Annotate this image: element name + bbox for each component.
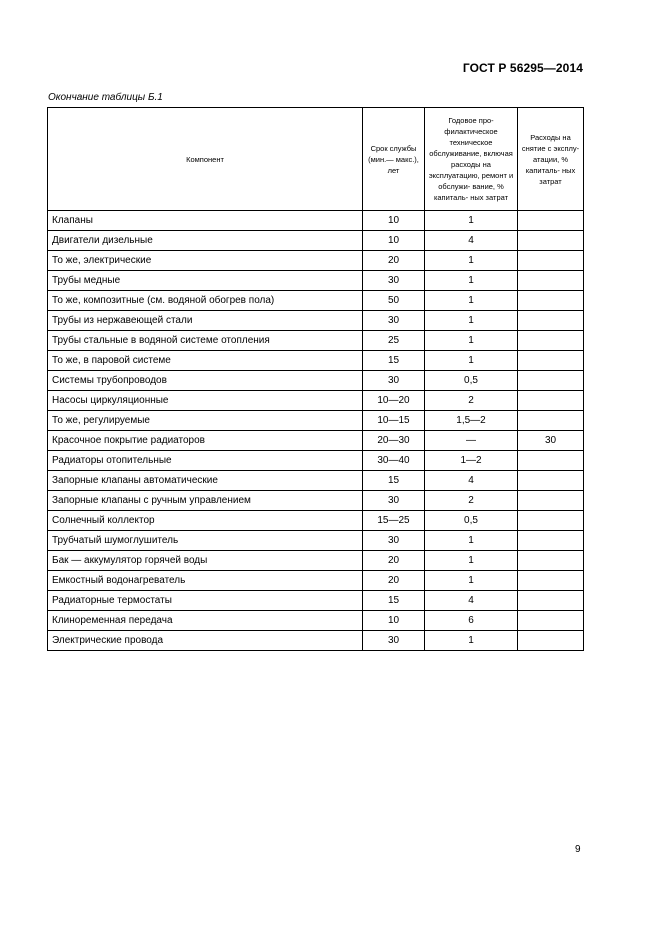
maintenance-cost-cell: 1	[425, 571, 518, 591]
table-row	[48, 291, 584, 311]
table-row	[48, 351, 584, 371]
decommissioning-cost-cell	[518, 491, 584, 511]
decommissioning-cost-cell: 30	[518, 431, 584, 451]
component-name-cell: Трубы стальные в водяной системе отопления	[48, 331, 363, 351]
maintenance-cost-cell: 1	[425, 251, 518, 271]
table-row	[48, 571, 584, 591]
table-row	[48, 551, 584, 571]
decommissioning-cost-cell	[518, 611, 584, 631]
header-row	[48, 108, 584, 211]
decommissioning-cost-cell	[518, 351, 584, 371]
table-caption: Окончание таблицы Б.1	[48, 92, 163, 103]
maintenance-cost-cell: 4	[425, 591, 518, 611]
col-header-decommissioning-cost: Расходы на снятие с эксплу- атации, % капиталь- ных затрат	[518, 108, 584, 211]
maintenance-cost-cell: 1	[425, 311, 518, 331]
maintenance-cost-cell: 1	[425, 271, 518, 291]
maintenance-cost-cell: 0,5	[425, 511, 518, 531]
decommissioning-cost-cell	[518, 511, 584, 531]
component-name-cell: Трубы медные	[48, 271, 363, 291]
service-life-cell: 25	[363, 331, 425, 351]
service-life-cell: 15—25	[363, 511, 425, 531]
component-name-cell: Клапаны	[48, 211, 363, 231]
service-life-cell: 30—40	[363, 451, 425, 471]
table-row	[48, 511, 584, 531]
table-header	[48, 108, 584, 211]
component-name-cell: То же, композитные (см. водяной обогрев пола)	[48, 291, 363, 311]
maintenance-cost-cell: 1	[425, 531, 518, 551]
table-row	[48, 411, 584, 431]
component-name-cell: То же, электрические	[48, 251, 363, 271]
maintenance-cost-cell: 4	[425, 231, 518, 251]
component-name-cell: Электрические провода	[48, 631, 363, 651]
decommissioning-cost-cell	[518, 391, 584, 411]
service-life-cell: 30	[363, 371, 425, 391]
component-name-cell: Радиаторы отопительные	[48, 451, 363, 471]
table-row	[48, 311, 584, 331]
table-body	[48, 211, 584, 651]
decommissioning-cost-cell	[518, 551, 584, 571]
decommissioning-cost-cell	[518, 331, 584, 351]
maintenance-cost-cell: 1	[425, 291, 518, 311]
maintenance-cost-cell: 1	[425, 211, 518, 231]
col-header-component: Компонент	[48, 108, 363, 211]
decommissioning-cost-cell	[518, 471, 584, 491]
maintenance-cost-cell: 1	[425, 631, 518, 651]
service-life-cell: 30	[363, 491, 425, 511]
service-life-cell: 10	[363, 611, 425, 631]
table-row	[48, 371, 584, 391]
decommissioning-cost-cell	[518, 571, 584, 591]
table-row	[48, 391, 584, 411]
service-life-cell: 30	[363, 271, 425, 291]
table-row	[48, 471, 584, 491]
service-life-cell: 10—20	[363, 391, 425, 411]
decommissioning-cost-cell	[518, 411, 584, 431]
table-row	[48, 611, 584, 631]
component-table	[47, 107, 584, 651]
maintenance-cost-cell: —	[425, 431, 518, 451]
service-life-cell: 15	[363, 471, 425, 491]
component-name-cell: Солнечный коллектор	[48, 511, 363, 531]
component-name-cell: Двигатели дизельные	[48, 231, 363, 251]
table-row	[48, 271, 584, 291]
table-row	[48, 231, 584, 251]
component-name-cell: Запорные клапаны с ручным управлением	[48, 491, 363, 511]
col-header-service-life: Срок службы (мин.— макс.), лет	[363, 108, 425, 211]
maintenance-cost-cell: 6	[425, 611, 518, 631]
decommissioning-cost-cell	[518, 531, 584, 551]
component-name-cell: Клиноременная передача	[48, 611, 363, 631]
table-row	[48, 631, 584, 651]
service-life-cell: 50	[363, 291, 425, 311]
maintenance-cost-cell: 1	[425, 331, 518, 351]
decommissioning-cost-cell	[518, 451, 584, 471]
component-name-cell: Трубы из нержавеющей стали	[48, 311, 363, 331]
decommissioning-cost-cell	[518, 211, 584, 231]
component-name-cell: Системы трубопроводов	[48, 371, 363, 391]
service-life-cell: 10	[363, 231, 425, 251]
service-life-cell: 20	[363, 251, 425, 271]
component-name-cell: Радиаторные термостаты	[48, 591, 363, 611]
component-name-cell: Красочное покрытие радиаторов	[48, 431, 363, 451]
table-row	[48, 331, 584, 351]
service-life-cell: 10—15	[363, 411, 425, 431]
component-name-cell: Трубчатый шумоглушитель	[48, 531, 363, 551]
table-row	[48, 591, 584, 611]
maintenance-cost-cell: 1,5—2	[425, 411, 518, 431]
page-number: 9	[575, 844, 581, 855]
decommissioning-cost-cell	[518, 271, 584, 291]
component-name-cell: Насосы циркуляционные	[48, 391, 363, 411]
component-name-cell: То же, в паровой системе	[48, 351, 363, 371]
table-row	[48, 211, 584, 231]
component-name-cell: Емкостный водонагреватель	[48, 571, 363, 591]
service-life-cell: 20	[363, 551, 425, 571]
service-life-cell: 15	[363, 591, 425, 611]
decommissioning-cost-cell	[518, 231, 584, 251]
component-name-cell: Запорные клапаны автоматические	[48, 471, 363, 491]
maintenance-cost-cell: 2	[425, 391, 518, 411]
document-code: ГОСТ Р 56295—2014	[462, 61, 583, 75]
maintenance-cost-cell: 1	[425, 551, 518, 571]
decommissioning-cost-cell	[518, 311, 584, 331]
component-name-cell: Бак — аккумулятор горячей воды	[48, 551, 363, 571]
component-name-cell: То же, регулируемые	[48, 411, 363, 431]
decommissioning-cost-cell	[518, 371, 584, 391]
maintenance-cost-cell: 1—2	[425, 451, 518, 471]
table-row	[48, 431, 584, 451]
maintenance-cost-cell: 4	[425, 471, 518, 491]
maintenance-cost-cell: 2	[425, 491, 518, 511]
decommissioning-cost-cell	[518, 291, 584, 311]
service-life-cell: 20—30	[363, 431, 425, 451]
maintenance-cost-cell: 1	[425, 351, 518, 371]
service-life-cell: 30	[363, 631, 425, 651]
table-row	[48, 451, 584, 471]
decommissioning-cost-cell	[518, 591, 584, 611]
table-row	[48, 251, 584, 271]
table-row	[48, 491, 584, 511]
maintenance-cost-cell: 0,5	[425, 371, 518, 391]
table-row	[48, 531, 584, 551]
decommissioning-cost-cell	[518, 631, 584, 651]
decommissioning-cost-cell	[518, 251, 584, 271]
service-life-cell: 20	[363, 571, 425, 591]
service-life-cell: 30	[363, 311, 425, 331]
col-header-maintenance-cost: Годовое про- филактическое техническое обслуживание, включая расходы на эксплуатацию, ремонт и обслужи- вание, % капиталь- ных затрат	[425, 108, 518, 211]
service-life-cell: 10	[363, 211, 425, 231]
service-life-cell: 30	[363, 531, 425, 551]
service-life-cell: 15	[363, 351, 425, 371]
